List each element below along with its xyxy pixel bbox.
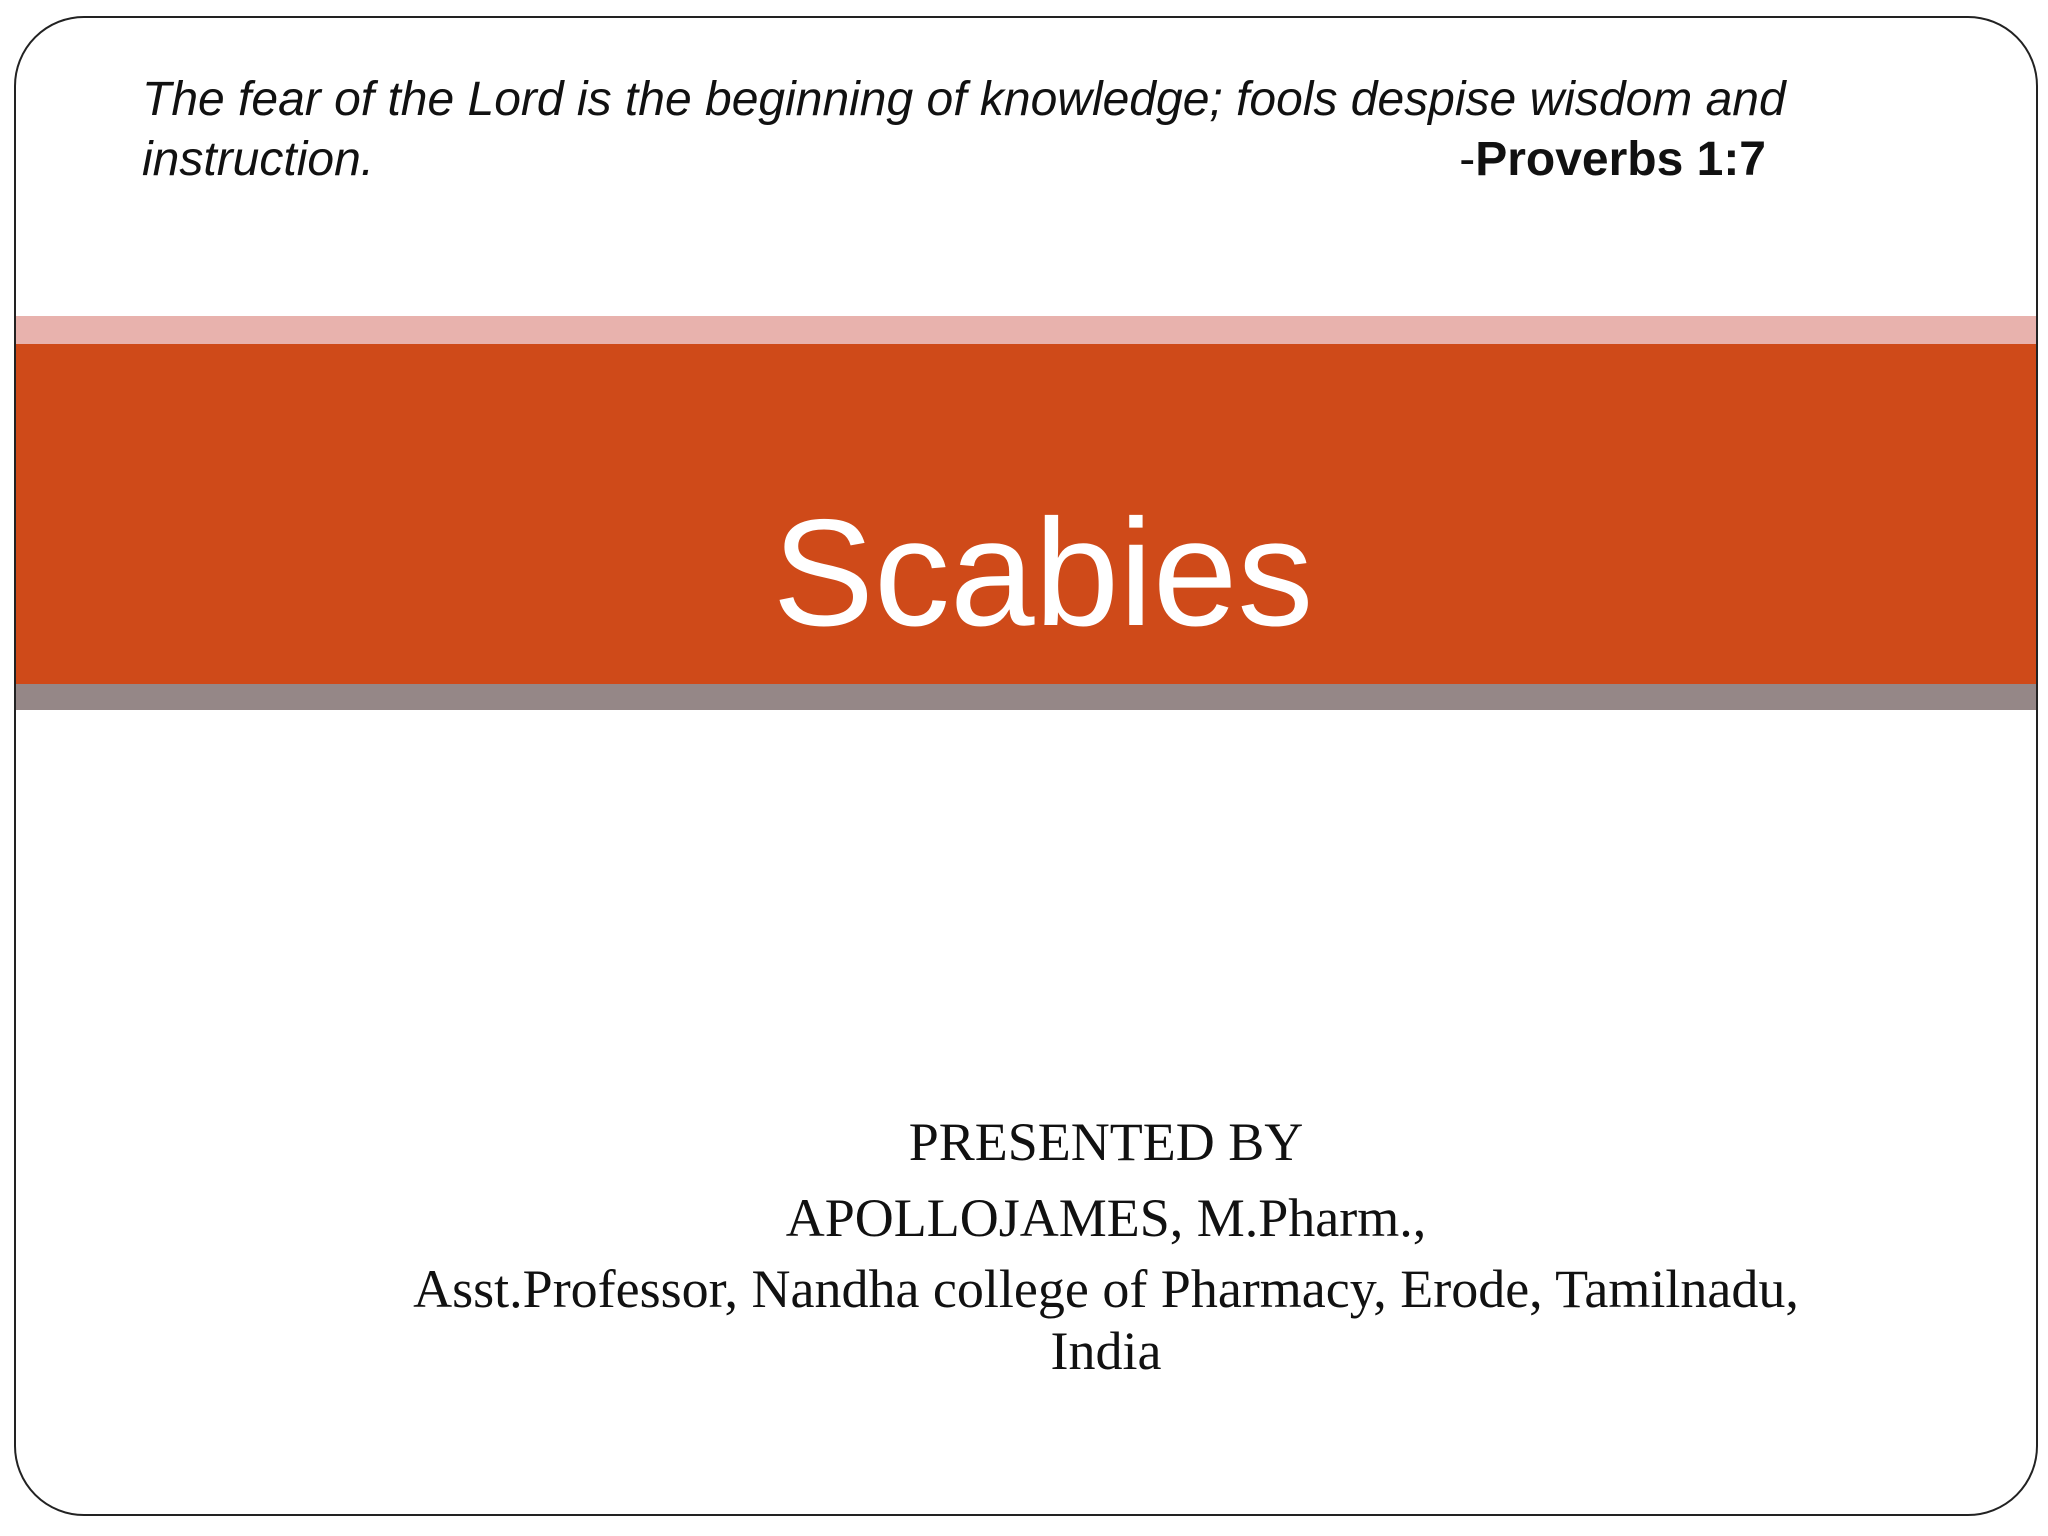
scripture-quote [142,70,1942,190]
slide-title: Scabies [772,488,1314,658]
presented-by-heading: PRESENTED BY [908,1112,1304,1172]
slide [14,16,2038,1516]
presenter-name: APOLLOJAMES, M.Pharm., [785,1188,1427,1248]
presenter-block [346,1104,1866,1380]
attribution-reference: Proverbs 1:7 [1475,133,1766,186]
attribution-dash: - [1459,133,1476,186]
title-band-bottom-stripe [16,684,2036,710]
quote-line-2-row [142,130,1942,190]
quote-attribution [1459,130,1766,190]
quote-line-1: The fear of the Lord is the beginning of knowledge; fools despise wisdom and [142,73,1786,126]
quote-line-2: instruction. [142,133,375,186]
presenter-country: India [1050,1321,1162,1381]
presenter-affiliation: Asst.Professor, Nandha college of Pharmacy, Erode, Tamilnadu, [413,1259,1799,1319]
title-band-top-stripe [16,316,2036,344]
